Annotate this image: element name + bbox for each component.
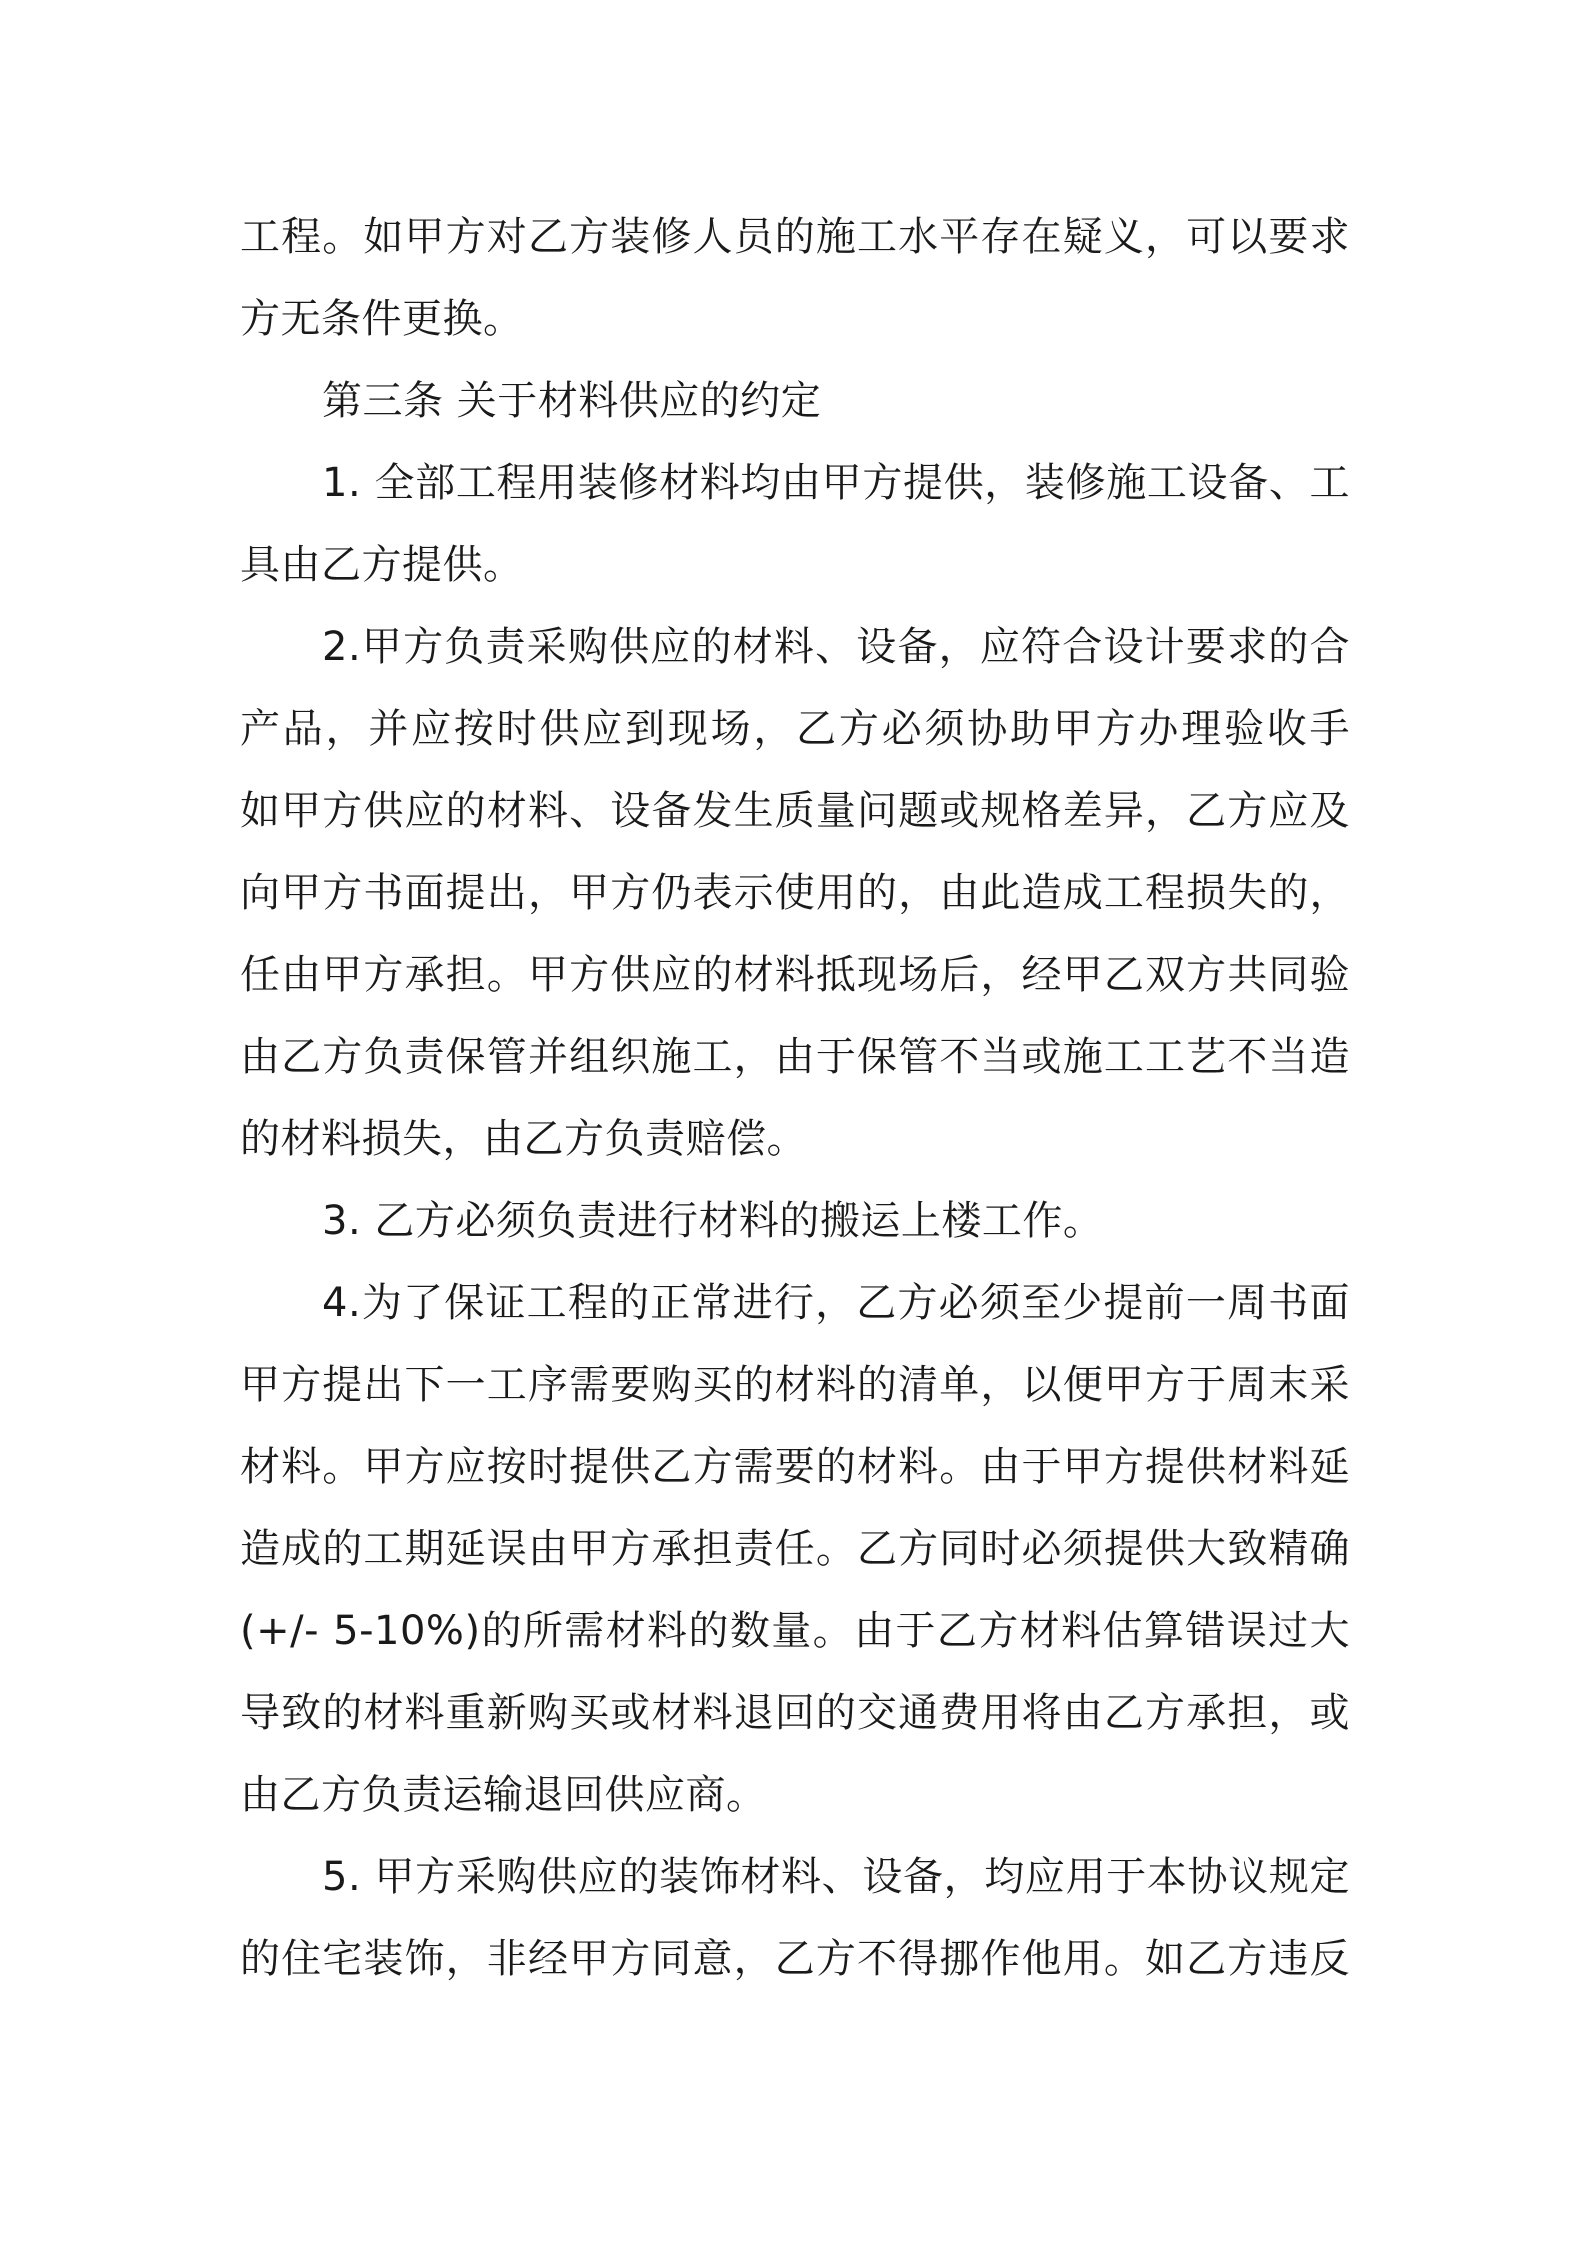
paragraph-line: 由乙方负责运输退回供应商。 <box>240 1772 767 1818</box>
paragraph-line: 的材料损失，由乙方负责赔偿。 <box>240 1116 807 1162</box>
paragraph-line: 造成的工期延误由甲方承担责任。乙方同时必须提供大致精确 <box>240 1526 1350 1572</box>
paragraph-line: 导致的材料重新购买或材料退回的交通费用将由乙方承担，或 <box>240 1690 1350 1736</box>
document-body <box>240 196 1350 2000</box>
paragraph-line: 1. 全部工程用装修材料均由甲方提供，装修施工设备、工 <box>322 460 1350 506</box>
paragraph-line: 4.为了保证工程的正常进行，乙方必须至少提前一周书面 <box>322 1280 1350 1326</box>
paragraph-line: 产品，并应按时供应到现场，乙方必须协助甲方办理验收手 <box>240 706 1350 752</box>
paragraph-line: 5. 甲方采购供应的装饰材料、设备，均应用于本协议规定 <box>322 1854 1350 1900</box>
paragraph-line: 任由甲方承担。甲方供应的材料抵现场后，经甲乙双方共同验 <box>240 952 1350 998</box>
section-heading: 第三条 关于材料供应的约定 <box>322 378 822 424</box>
paragraph-line: 材料。甲方应按时提供乙方需要的材料。由于甲方提供材料延 <box>240 1444 1350 1490</box>
paragraph-line: (+/- 5-10%)的所需材料的数量。由于乙方材料估算错误过大 <box>240 1608 1350 1654</box>
paragraph-line: 工程。如甲方对乙方装修人员的施工水平存在疑义，可以要求 <box>240 214 1350 260</box>
paragraph-line: 具由乙方提供。 <box>240 542 524 588</box>
paragraph-line: 向甲方书面提出，甲方仍表示使用的，由此造成工程损失的， <box>240 870 1350 916</box>
paragraph-line: 由乙方负责保管并组织施工，由于保管不当或施工工艺不当造 <box>240 1034 1350 1080</box>
paragraph-line: 3. 乙方必须负责进行材料的搬运上楼工作。 <box>322 1198 1104 1244</box>
paragraph-line: 甲方提出下一工序需要购买的材料的清单，以便甲方于周末采 <box>240 1362 1350 1408</box>
paragraph-line: 方无条件更换。 <box>240 296 524 342</box>
paragraph-line: 2.甲方负责采购供应的材料、设备，应符合设计要求的合 <box>322 624 1350 670</box>
paragraph-line: 如甲方供应的材料、设备发生质量问题或规格差异，乙方应及 <box>240 788 1350 834</box>
paragraph-line: 的住宅装饰，非经甲方同意，乙方不得挪作他用。如乙方违反 <box>240 1936 1350 1982</box>
